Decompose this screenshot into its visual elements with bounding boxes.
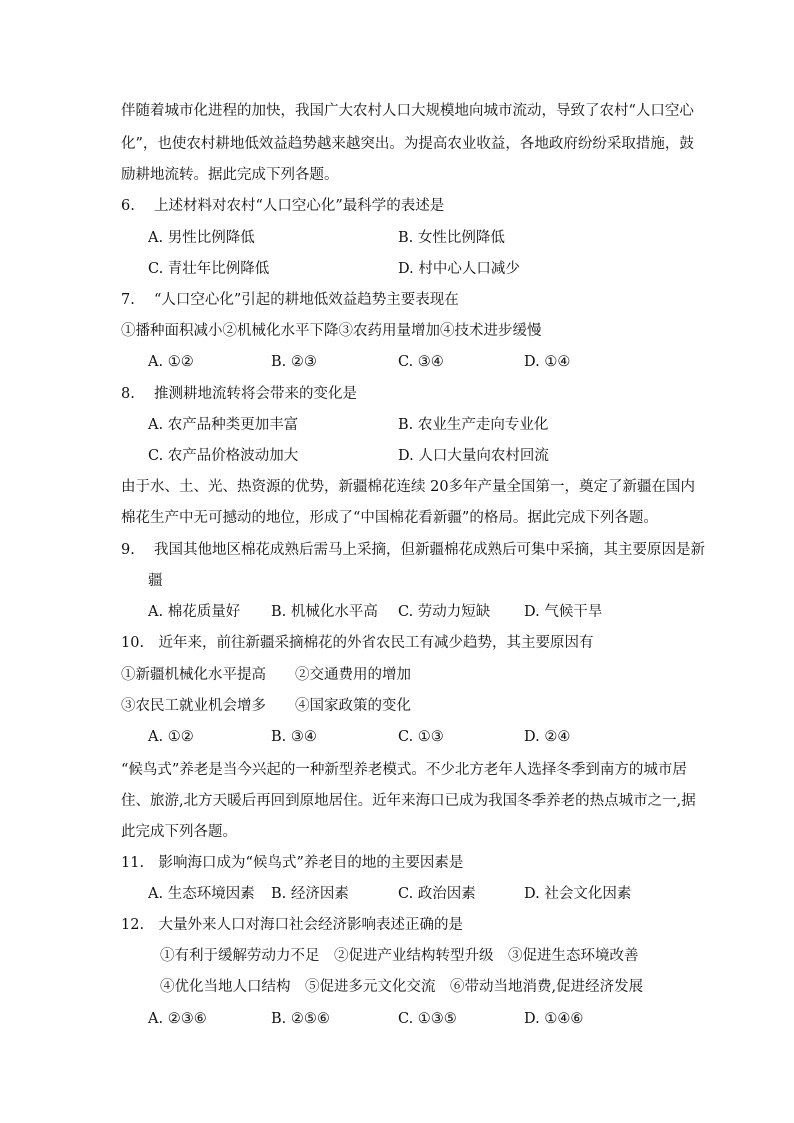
- question-11-stem: 11. 影响海口成为“候鸟式”养老目的地的主要因素是: [121, 855, 464, 871]
- question-6-stem: 6. 上述材料对农村“人口空心化”最科学的表述是: [121, 198, 445, 214]
- question-8-option-b: B. 农业生产走向专业化: [398, 417, 549, 433]
- question-12-stem: 12. 大量外来人口对海口社会经济影响表述正确的是: [121, 917, 464, 933]
- passage1-line-3: 励耕地流转。据此完成下列各题。: [121, 167, 339, 183]
- question-9-stem-continued: 疆: [148, 573, 163, 589]
- passage3-line-3: 此完成下列各题。: [121, 824, 237, 840]
- question-12-option-d: D. ①④⑥: [524, 1011, 584, 1027]
- passage3-line-1: “候鸟式”养老是当今兴起的一种新型养老模式。不少北方老年人选择冬季到南方的城市居: [121, 762, 687, 778]
- passage3-line-2: 住、旅游,北方天暖后再回到原地居住。近年来海口已成为我国冬季养老的热点城市之一,据: [121, 793, 696, 809]
- question-7-option-c: C. ③④: [398, 354, 444, 370]
- question-10-items-2: ③农民工就业机会增多 ④国家政策的变化: [121, 698, 411, 714]
- question-8-option-a: A. 农产品种类更加丰富: [148, 417, 299, 433]
- question-12-items-2: ④优化当地人口结构 ⑤促进多元文化交流 ⑥带动当地消费,促进经济发展: [160, 979, 644, 995]
- question-8-option-c: C. 农产品价格波动加大: [148, 448, 299, 464]
- question-12-items-1: ①有利于缓解劳动力不足 ②促进产业结构转型升级 ③促进生态环境改善: [160, 948, 639, 964]
- question-7-items: ①播种面积减小②机械化水平下降③农药用量增加④技术进步缓慢: [121, 323, 542, 339]
- question-9-option-a: A. 棉花质量好: [148, 604, 241, 620]
- question-10-option-d: D. ②④: [524, 729, 571, 745]
- question-12-option-b: B. ②⑤⑥: [271, 1011, 330, 1027]
- question-9-option-c: C. 劳动力短缺: [398, 604, 491, 620]
- question-8-stem: 8. 推测耕地流转将会带来的变化是: [121, 386, 357, 402]
- question-7-option-b: B. ②③: [271, 354, 317, 370]
- question-12-option-a: A. ②③⑥: [148, 1011, 207, 1027]
- question-11-option-c: C. 政治因素: [398, 886, 476, 902]
- question-10-option-c: C. ①③: [398, 729, 444, 745]
- passage1-line-2: 化”，也使农村耕地低效益趋势越来越突出。为提高农业收益，各地政府纷纷采取措施，鼓: [121, 136, 694, 152]
- question-10-items-1: ①新疆机械化水平提高 ②交通费用的增加: [121, 667, 411, 683]
- question-9-option-d: D. 气候干旱: [524, 604, 603, 620]
- question-7-option-d: D. ①④: [524, 354, 571, 370]
- question-10-stem: 10. 近年来，前往新疆采摘棉花的外省农民工有减少趋势，其主要原因有: [121, 635, 594, 651]
- question-6-option-d: D. 村中心人口减少: [398, 261, 520, 277]
- question-10-option-b: B. ③④: [271, 729, 317, 745]
- question-11-option-d: D. 社会文化因素: [524, 886, 632, 902]
- question-10-option-a: A. ①②: [148, 729, 194, 745]
- question-7-option-a: A. ①②: [148, 354, 194, 370]
- question-6-option-a: A. 男性比例降低: [148, 230, 255, 246]
- question-12-option-c: C. ①③⑤: [398, 1011, 457, 1027]
- passage1-line-1: 伴随着城市化进程的加快，我国广大农村人口大规模地向城市流动，导致了农村“人口空心: [121, 103, 694, 119]
- question-11-option-a: A. 生态环境因素: [148, 886, 255, 902]
- question-9-stem: 9. 我国其他地区棉花成熟后需马上采摘，但新疆棉花成熟后可集中采摘，其主要原因是新: [121, 542, 705, 558]
- question-9-option-b: B. 机械化水平高: [271, 604, 378, 620]
- question-11-option-b: B. 经济因素: [271, 886, 349, 902]
- question-6-option-b: B. 女性比例降低: [398, 230, 505, 246]
- question-6-option-c: C. 青壮年比例降低: [148, 261, 270, 277]
- question-7-stem: 7. “人口空心化”引起的耕地低效益趋势主要表现在: [121, 292, 459, 308]
- question-8-option-d: D. 人口大量向农村回流: [398, 448, 549, 464]
- passage2-line-1: 由于水、土、光、热资源的优势，新疆棉花连续 20多年产量全国第一，奠定了新疆在国内: [121, 479, 696, 495]
- passage2-line-2: 棉花生产中无可撼动的地位，形成了“中国棉花看新疆”的格局。据此完成下列各题。: [121, 510, 658, 526]
